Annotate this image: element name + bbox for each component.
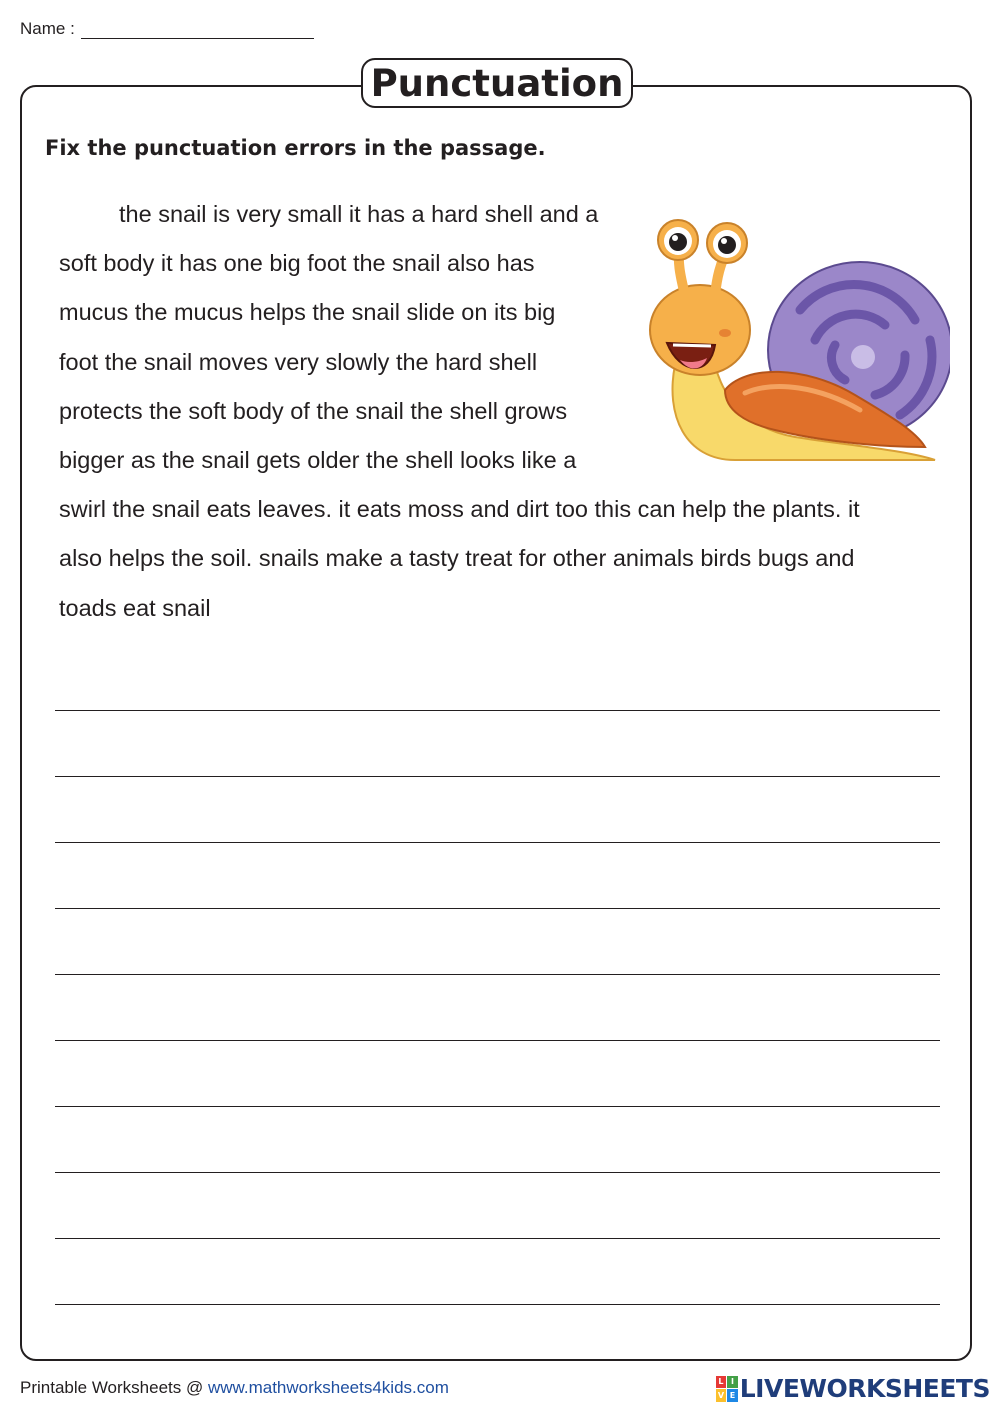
answer-line[interactable] (55, 1304, 940, 1305)
passage-line: swirl the snail eats leaves. it eats moss and dirt too this can help the plants. it (59, 496, 860, 523)
worksheet-title-text: Punctuation (370, 61, 624, 105)
answer-line[interactable] (55, 1106, 940, 1107)
footer-prefix: Printable Worksheets @ (20, 1378, 208, 1397)
passage-line: soft body it has one big foot the snail also has (59, 250, 535, 277)
passage-line: toads eat snail (59, 594, 211, 621)
answer-line[interactable] (55, 1238, 940, 1239)
liveworksheets-logo[interactable] (716, 1374, 990, 1403)
instruction-text: Fix the punctuation errors in the passage. (45, 136, 546, 160)
passage-line: mucus the mucus helps the snail slide on its big (59, 299, 556, 326)
passage-line: bigger as the snail gets older the shell looks like a (59, 447, 577, 474)
name-input-line[interactable] (81, 18, 314, 39)
answer-line[interactable] (55, 1040, 940, 1041)
badge-letter: E (727, 1389, 738, 1402)
worksheet-title (361, 58, 633, 108)
badge-letter: I (727, 1376, 738, 1389)
footer-url-link[interactable]: www.mathworksheets4kids.com (207, 1378, 449, 1397)
name-row (20, 18, 314, 39)
liveworksheets-badge-icon (716, 1376, 738, 1402)
passage-line: foot the snail moves very slowly the hard shell (59, 348, 538, 375)
answer-line[interactable] (55, 710, 940, 711)
passage-line: also helps the soil. snails make a tasty treat for other animals birds bugs and (59, 545, 855, 572)
snail-illustration-icon (645, 215, 950, 470)
answer-line[interactable] (55, 974, 940, 975)
liveworksheets-logo-text: LIVEWORKSHEETS (739, 1374, 990, 1403)
badge-letter: V (716, 1389, 727, 1402)
answer-line[interactable] (55, 1172, 940, 1173)
name-label: Name : (20, 19, 75, 38)
passage-line: the snail is very small it has a hard shell and a (119, 201, 599, 227)
answer-line[interactable] (55, 776, 940, 777)
passage-line: protects the soft body of the snail the shell grows (59, 397, 568, 424)
footer-credit (20, 1378, 449, 1398)
badge-letter: L (716, 1376, 727, 1389)
answer-line[interactable] (55, 908, 940, 909)
answer-line[interactable] (55, 842, 940, 843)
